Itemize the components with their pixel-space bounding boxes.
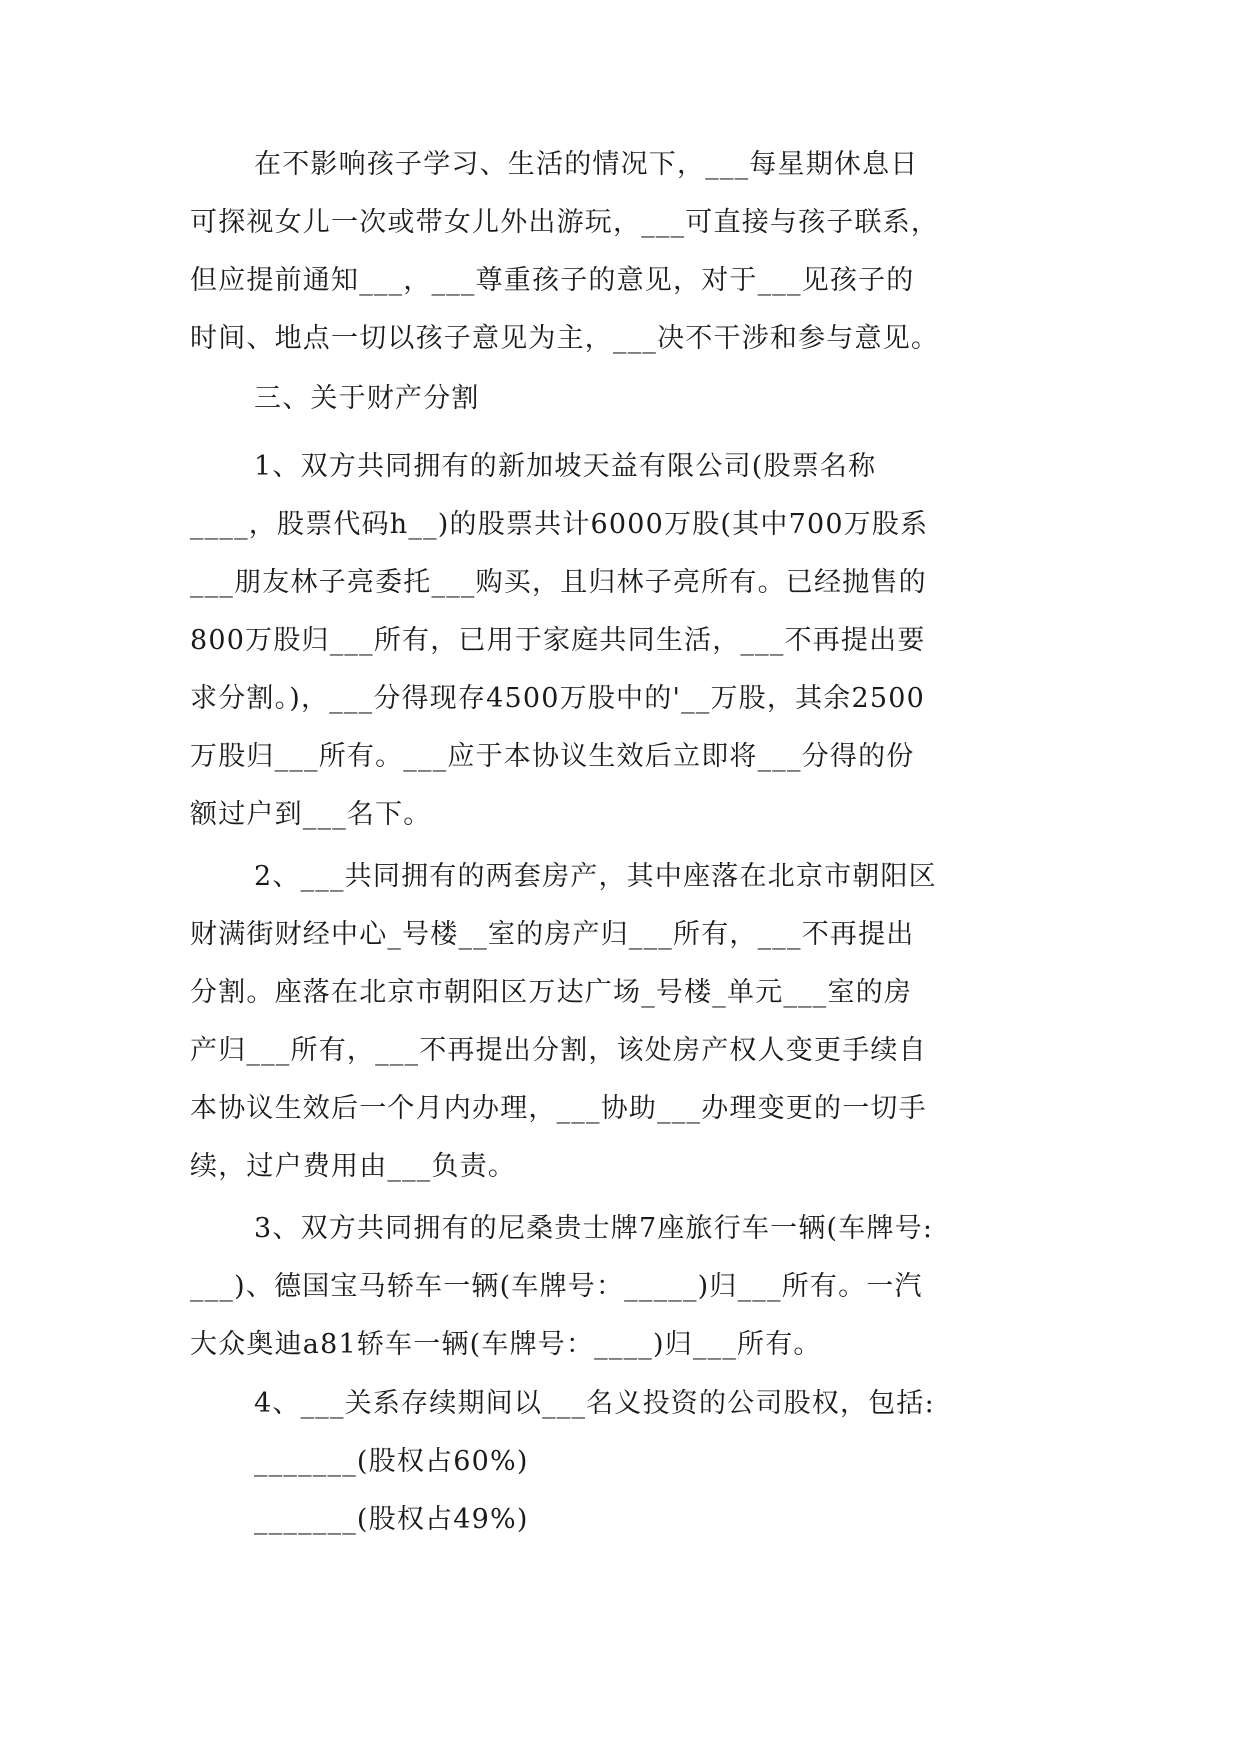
text-line: 时间、地点一切以孩子意见为主，___决不干涉和参与意见。 bbox=[190, 323, 940, 354]
text-line: ___朋友林子亮委托___购买，且归林子亮所有。已经抛售的 bbox=[190, 567, 927, 598]
text-line: 1、双方共同拥有的新加坡天益有限公司(股票名称 bbox=[254, 451, 877, 482]
property-division-paragraph bbox=[190, 848, 1060, 1196]
text-line: 万股归___所有。___应于本协议生效后立即将___分得的份 bbox=[190, 741, 915, 772]
stock-division-paragraph bbox=[190, 438, 1060, 844]
text-line: 续，过户费用由___负责。 bbox=[190, 1151, 517, 1182]
text-line: 大众奥迪a81轿车一辆(车牌号：____)归___所有。 bbox=[190, 1329, 822, 1360]
section-heading bbox=[190, 370, 1060, 428]
text-line: 800万股归___所有，已用于家庭共同生活，___不再提出要 bbox=[190, 625, 926, 656]
text-line: ___)、德国宝马轿车一辆(车牌号：_____)归___所有。一汽 bbox=[190, 1271, 923, 1302]
text-line: 求分割。)，___分得现存4500万股中的'__万股，其余2500 bbox=[190, 683, 925, 714]
text-line: 2、___共同拥有的两套房产，其中座落在北京市朝阳区 bbox=[254, 861, 937, 892]
text-line: 在不影响孩子学习、生活的情况下，___每星期休息日 bbox=[254, 149, 919, 180]
visitation-paragraph bbox=[190, 136, 1060, 368]
text-line: 额过户到___名下。 bbox=[190, 799, 432, 830]
text-line: 本协议生效后一个月内办理，___协助___办理变更的一切手 bbox=[190, 1093, 927, 1124]
text-line: 可探视女儿一次或带女儿外出游玩，___可直接与孩子联系， bbox=[190, 207, 940, 238]
text-line: 4、___关系存续期间以___名义投资的公司股权，包括: bbox=[254, 1388, 935, 1419]
text-line: ____，股票代码h__)的股票共计6000万股(其中700万股系 bbox=[190, 509, 929, 540]
vehicle-division-paragraph bbox=[190, 1200, 1060, 1374]
section-3-heading: 三、关于财产分割 bbox=[254, 383, 480, 414]
text-line: 财满街财经中心_号楼__室的房产归___所有，___不再提出 bbox=[190, 919, 915, 950]
text-line: 但应提前通知___，___尊重孩子的意见，对于___见孩子的 bbox=[190, 265, 915, 296]
equity-paragraph bbox=[190, 1375, 1060, 1549]
equity-item: _______(股权占49%) bbox=[254, 1504, 529, 1535]
equity-item: _______(股权占60%) bbox=[254, 1446, 529, 1477]
text-line: 产归___所有，___不再提出分割，该处房产权人变更手续自 bbox=[190, 1035, 927, 1066]
text-line: 分割。座落在北京市朝阳区万达广场_号楼_单元___室的房 bbox=[190, 977, 913, 1008]
text-line: 3、双方共同拥有的尼桑贵士牌7座旅行车一辆(车牌号: bbox=[254, 1213, 934, 1244]
